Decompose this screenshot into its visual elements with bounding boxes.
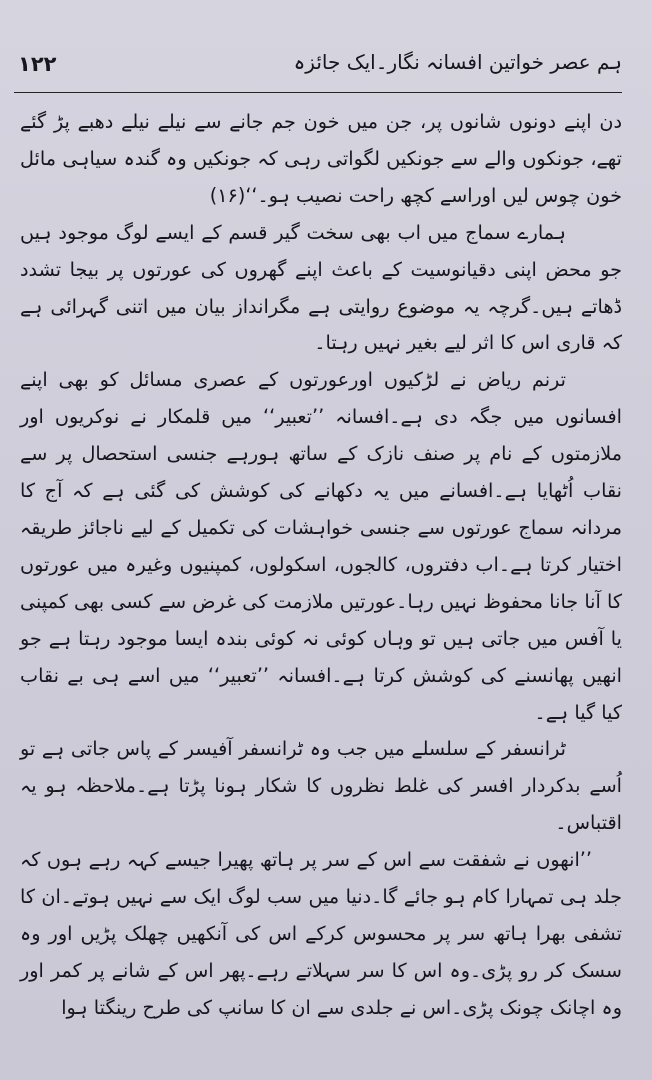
page-header — [14, 44, 622, 93]
paragraph-quote: ’’انھوں نے شفقت سے اس کے سر پر ہاتھ پھیرا جیسے کہہ رہے ہوں کہ جلد ہی تمہارا کام ہو جائے گا۔دنیا میں سب لوگ ایک سے نہیں ہوتے۔ان کا تشفی بھرا ہاتھ سر پر محسوس کرکے اس کی آنکھیں چھلک پڑیں اور وہ سسک کر رو پڑی۔وہ اس کا سر سہلاتے رہے۔پھر اس کے شانے پر کمر اور وہ اچانک چونک پڑی۔اس نے جلدی سے ان کا سانپ کی طرح رینگتا ہوا — [20, 848, 622, 1019]
page-number: ۱۲۲ — [18, 52, 57, 76]
paragraph-tabeer: ترنم ریاض نے لڑکیوں اورعورتوں کے عصری مسائل کو بھی اپنے افسانوں میں جگہ دی ہے۔افسانہ ’’تعبیر‘‘ میں قلمکار نے نوکریوں اور ملازمتوں کے نام پر صنف نازک کے ساتھ ہورہے جنسی استحصال پر سے نقاب اُٹھایا ہے۔افسانے میں یہ دکھانے کی کوشش کی گئی ہے کہ آج کا مردانہ سماج عورتوں سے جنسی خواہشات کی تکمیل کے لیے ناجائز طریقہ اختیار کرتا ہے۔اب دفتروں، کالجوں، اسکولوں، کمپنیوں وغیرہ میں عورتوں کا آنا جانا محفوظ نہیں رہا۔عورتیں ملازمت کی غرض سے کسی بھی کمپنی یا آفس میں جاتی ہیں تو وہاں کوئی نہ کوئی بندہ ایسا موجود رہتا ہے جو انھیں پھانسنے کی کوشش کرتا ہے۔افسانہ ’’تعبیر‘‘ میں اسے ہی بے نقاب کیا گیا ہے۔ — [20, 368, 622, 724]
paragraph-society: ہمارے سماج میں اب بھی سخت گیر قسم کے ایسے لوگ موجود ہیں جو محض اپنی دقیانوسیت کے باعث اپنے گھروں کی عورتوں پر بیجا تشدد ڈھاتے ہیں۔گرچہ یہ موضوع روایتی ہے مگرانداز بیان میں اتنی گہرائی ہے کہ قاری اس کا اثر لیے بغیر نہیں رہتا۔ — [20, 220, 622, 355]
paragraph-quote-ending: دن اپنے دونوں شانوں پر، جن میں خون جم جانے سے نیلے نیلے دھبے پڑ گئے تھے، جونکوں والے سے جونکیں لگواتی رہی کہ جونکیں وہ گندہ سیاہی مائل خون چوس لیں اوراسے کچھ راحت نصیب ہو۔‘‘(۱۶) — [20, 110, 622, 207]
paragraph-transfer: ٹرانسفر کے سلسلے میں جب وہ ٹرانسفر آفیسر کے پاس جاتی ہے تو اُسے بدکردار افسر کی غلط نظروں کا شکار ہونا پڑتا ہے۔ملاحظہ ہو یہ اقتباس۔ — [20, 737, 622, 835]
page-body — [20, 104, 622, 1027]
running-title: ہم عصر خواتین افسانہ نگار۔ایک جائزہ — [293, 50, 622, 74]
